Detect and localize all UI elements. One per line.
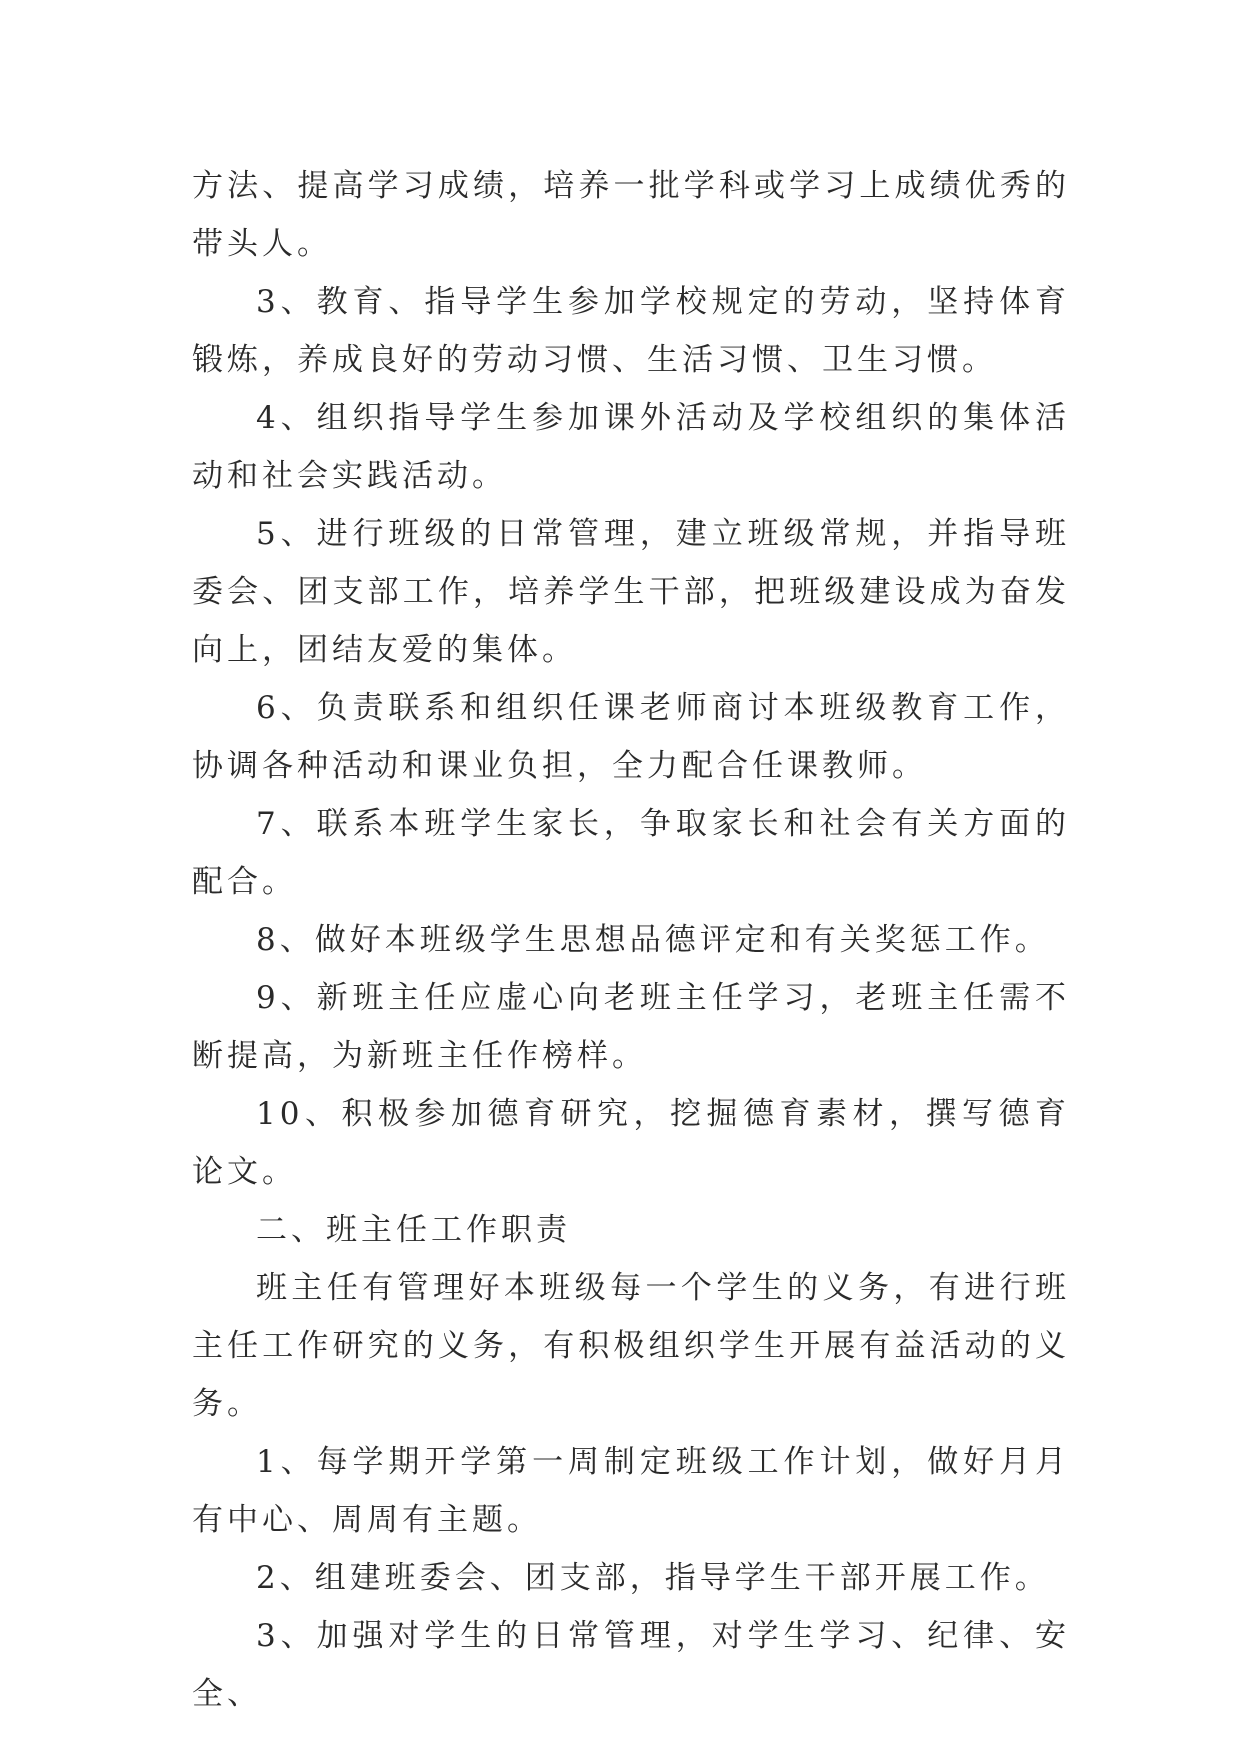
paragraph-item-10: 10、积极参加德育研究，挖掘德育素材，撰写德育论文。 — [192, 1096, 1070, 1190]
paragraph-item-9: 9、新班主任应虚心向老班主任学习，老班主任需不断提高，为新班主任作榜样。 — [192, 980, 1070, 1074]
duty-item-2: 2、组建班委会、团支部，指导学生干部开展工作。 — [256, 1560, 1050, 1596]
duty-item-1: 1、每学期开学第一周制定班级工作计划，做好月月有中心、周周有主题。 — [192, 1444, 1070, 1538]
section-intro: 班主任有管理好本班级每一个学生的义务，有进行班主任工作研究的义务，有积极组织学生开展有益活动的义务。 — [192, 1270, 1070, 1422]
section-heading: 二、班主任工作职责 — [256, 1212, 571, 1248]
paragraph-item-4: 4、组织指导学生参加课外活动及学校组织的集体活动和社会实践活动。 — [192, 400, 1070, 494]
paragraph-continuation: 方法、提高学习成绩，培养一批学科或学习上成绩优秀的带头人。 — [192, 168, 1070, 262]
paragraph-item-7: 7、联系本班学生家长，争取家长和社会有关方面的配合。 — [192, 806, 1070, 900]
paragraph-item-8: 8、做好本班级学生思想品德评定和有关奖惩工作。 — [256, 922, 1050, 958]
document-body — [192, 157, 1070, 1723]
paragraph-item-6: 6、负责联系和组织任课老师商讨本班级教育工作，协调各种活动和课业负担，全力配合任课教师。 — [192, 690, 1070, 784]
paragraph-item-3: 3、教育、指导学生参加学校规定的劳动，坚持体育锻炼，养成良好的劳动习惯、生活习惯、卫生习惯。 — [192, 284, 1070, 378]
duty-item-3: 3、加强对学生的日常管理，对学生学习、纪律、安全、 — [192, 1618, 1070, 1712]
paragraph-item-5: 5、进行班级的日常管理，建立班级常规，并指导班委会、团支部工作，培养学生干部，把班级建设成为奋发向上，团结友爱的集体。 — [192, 516, 1070, 668]
